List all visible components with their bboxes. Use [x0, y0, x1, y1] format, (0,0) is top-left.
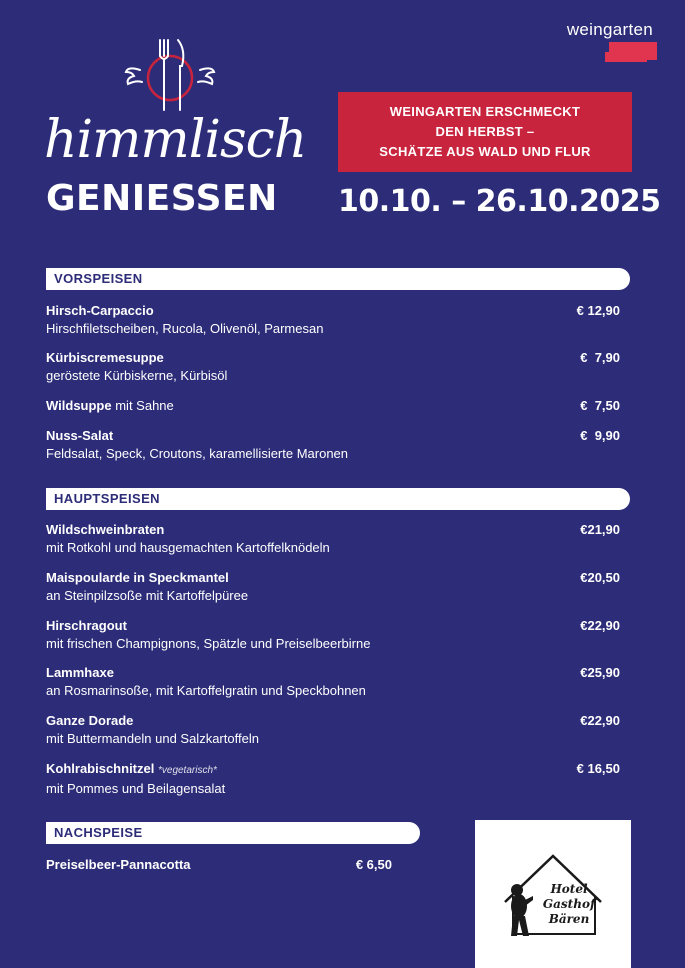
item-desc: mit Rotkohl und hausgemachten Kartoffelknödeln	[46, 540, 330, 555]
item-name: Nuss-Salat	[46, 428, 114, 443]
hotel-logo-line-3: Bären	[548, 912, 590, 926]
item-price: € 7,90	[580, 350, 620, 365]
vegetarian-tag: *vegetarisch*	[157, 765, 217, 776]
menu-item	[46, 302, 626, 337]
item-name: Wildschweinbraten	[46, 522, 165, 537]
menu-item	[46, 569, 626, 604]
menu-item	[46, 856, 398, 873]
item-price: €21,90	[580, 522, 620, 537]
page-title: GENIESSEN	[46, 178, 278, 219]
item-desc: Hirschfiletscheiben, Rucola, Olivenöl, Parmesan	[46, 321, 324, 336]
item-name: Kürbiscremesuppe	[46, 350, 164, 365]
item-price: € 16,50	[576, 761, 620, 776]
menu-item	[46, 664, 626, 699]
event-dates: 10.10. – 26.10.2025	[338, 184, 661, 219]
cutlery-wings-icon	[120, 36, 220, 116]
item-name	[46, 760, 626, 779]
item-price: € 12,90	[576, 303, 620, 318]
item-desc: an Rosmarinsoße, mit Kartoffelgratin und Speckbohnen	[46, 683, 366, 698]
banner-line-2: DEN HERBST –	[435, 124, 535, 139]
menu-item	[46, 617, 626, 652]
item-name: Maispoularde in Speckmantel	[46, 570, 229, 585]
item-name-suffix: mit Sahne	[111, 398, 174, 413]
section-header-nachspeise: NACHSPEISE	[46, 822, 420, 844]
hotel-logo-text	[539, 882, 599, 927]
item-price: € 7,50	[580, 398, 620, 413]
item-price: €22,90	[580, 618, 620, 633]
menu-item	[46, 521, 626, 556]
item-desc: an Steinpilzsoße mit Kartoffelpüree	[46, 588, 249, 603]
brand-flag-icon	[603, 40, 657, 64]
item-desc: mit Pommes und Beilagensalat	[46, 781, 226, 796]
item-name: Preiselbeer-Pannacotta	[46, 857, 191, 872]
brand-logo	[567, 20, 653, 40]
item-name-main: Kohlrabischnitzel	[46, 761, 155, 776]
hotel-logo	[475, 820, 631, 968]
item-name: Ganze Dorade	[46, 713, 134, 728]
script-title: himmlisch	[44, 110, 307, 170]
item-desc: mit frischen Champignons, Spätzle und Preiselbeerbirne	[46, 636, 371, 651]
item-desc: Feldsalat, Speck, Croutons, karamellisierte Maronen	[46, 446, 349, 461]
item-desc: geröstete Kürbiskerne, Kürbisöl	[46, 368, 228, 383]
banner-line-1: WEINGARTEN ERSCHMECKT	[389, 104, 581, 119]
item-name: Hirschragout	[46, 618, 127, 633]
hotel-logo-line-1: Hotel	[550, 882, 588, 896]
item-price: € 9,90	[580, 428, 620, 443]
item-desc: mit Buttermandeln und Salzkartoffeln	[46, 731, 259, 746]
menu-item	[46, 760, 626, 797]
item-name: Hirsch-Carpaccio	[46, 303, 154, 318]
item-name: Lammhaxe	[46, 665, 114, 680]
section-header-hauptspeisen: HAUPTSPEISEN	[46, 488, 630, 510]
brand-name: weingarten	[566, 20, 653, 39]
menu-item	[46, 349, 626, 384]
menu-item	[46, 397, 626, 414]
hotel-logo-line-2: Gasthof	[542, 897, 596, 911]
banner-line-3: SCHÄTZE AUS WALD UND FLUR	[379, 144, 591, 159]
section-header-vorspeisen: VORSPEISEN	[46, 268, 630, 290]
item-price: €22,90	[580, 713, 620, 728]
event-banner	[338, 92, 632, 172]
menu-item	[46, 712, 626, 747]
item-name	[46, 397, 626, 414]
item-name-main: Wildsuppe	[46, 398, 112, 413]
item-price: € 6,50	[355, 857, 392, 872]
menu-item	[46, 427, 626, 462]
item-price: €20,50	[580, 570, 620, 585]
item-price: €25,90	[580, 665, 620, 680]
